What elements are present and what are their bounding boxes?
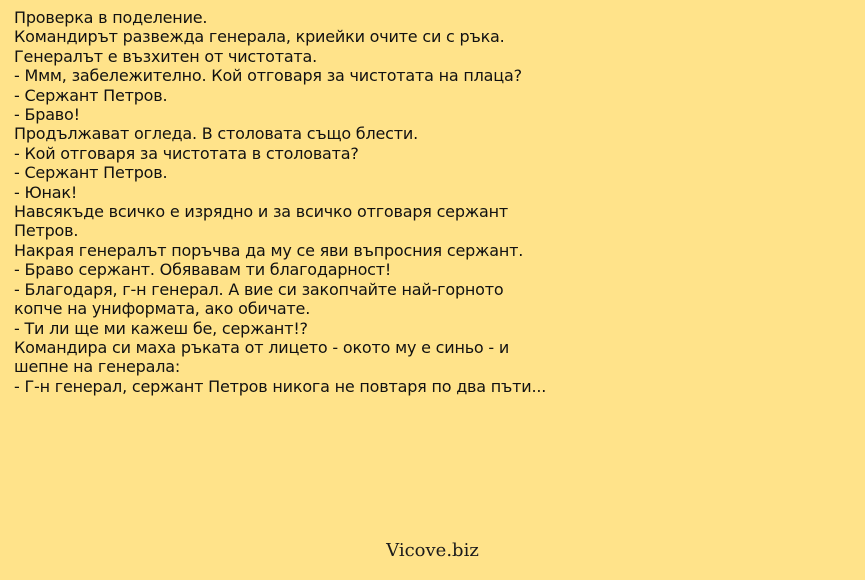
joke-text: [14, 8, 554, 396]
joke-line: - Сержант Петров.: [14, 163, 168, 183]
joke-line: - Браво сержант. Обявавам ти благодарност!: [14, 260, 392, 280]
joke-line: Навсякъде всичко е изрядно и за всичко отговаря сержант Петров.: [14, 202, 513, 241]
joke-line: Генералът е възхитен от чистотата.: [14, 46, 318, 66]
joke-line: Продължават огледа. В столовата също блести.: [14, 124, 418, 144]
joke-line: Накрая генералът поръчва да му се яви въпросния сержант.: [14, 240, 524, 260]
joke-line: - Благодаря, г-н генерал. А вие си закопчайте най-горното копче на униформата, ако обичате.: [14, 279, 509, 319]
joke-line: Проверка в поделение.: [14, 8, 208, 27]
joke-line: Командирът развежда генерала, криейки очите си с ръка.: [14, 27, 505, 47]
joke-line: - Кой отговаря за чистотата в столовата?: [14, 143, 359, 163]
joke-line: - Г-н генерал, сержант Петров никога не повтаря по два пъти...: [14, 376, 547, 396]
joke-line: - Ти ли ще ми кажеш бе, сержант!?: [14, 318, 308, 338]
joke-line: Командира си маха ръката от лицето - окото му е синьо - и шепне на генерала:: [14, 337, 514, 377]
joke-line: - Юнак!: [14, 182, 78, 202]
site-watermark: [0, 540, 865, 561]
joke-line: - Браво!: [14, 105, 80, 125]
site-name: Vicove.biz: [386, 540, 479, 561]
joke-line: - Ммм, забележително. Кой отговаря за чистотата на плаца?: [14, 66, 522, 86]
joke-line: - Сержант Петров.: [14, 85, 168, 105]
